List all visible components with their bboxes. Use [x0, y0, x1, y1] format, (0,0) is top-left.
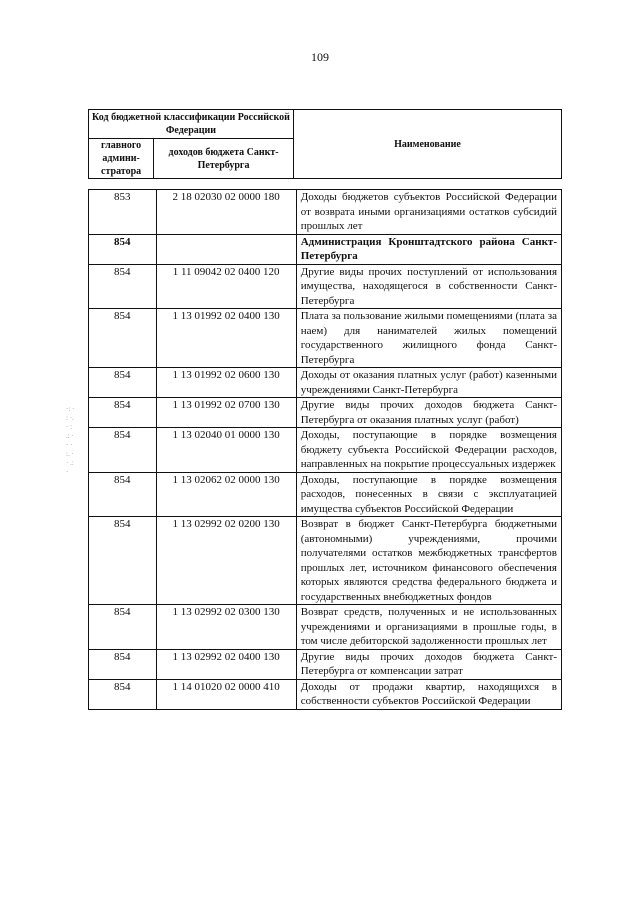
- classification-group-title: Код бюджетной классификации Российской Федерации: [89, 110, 294, 139]
- revenue-code-cell: 2 18 02030 02 0000 180: [156, 190, 296, 235]
- table-row: [89, 309, 562, 368]
- table-row: [89, 234, 562, 264]
- name-cell: Возврат в бюджет Санкт-Петербурга бюджетными (автономными) учреждениями, прочими получателями остатков межбюджетных трансфертов прошлых лет, источником финансового обеспечения которых являются средства федерального бюджета и государственных внебюджетных фондов: [296, 517, 561, 605]
- column-admin-header: главного админи-стратора: [89, 139, 154, 179]
- table-row: [89, 264, 562, 309]
- table-row: [89, 649, 562, 679]
- admin-code-cell: 854: [89, 517, 157, 605]
- revenue-code-cell: 1 13 02992 02 0300 130: [156, 605, 296, 650]
- name-cell: Плата за пользование жилыми помещениями (плата за наем) для нанимателей жилых помещений государственного жилищного фонда Санкт-Петербурга: [296, 309, 561, 368]
- admin-code-cell: 854: [89, 368, 157, 398]
- name-cell: Администрация Кронштадтского района Санкт-Петербурга: [296, 234, 561, 264]
- name-cell: Доходы бюджетов субъектов Российской Федерации от возврата иными организациями остатков субсидий прошлых лет: [296, 190, 561, 235]
- admin-code-cell: 854: [89, 264, 157, 309]
- name-cell: Возврат средств, полученных и не использованных учреждениями и организациями в прошлые годы, в том числе дебиторской задолженности прошлых лет: [296, 605, 561, 650]
- column-revenue-header: доходов бюджета Санкт-Петербурга: [154, 139, 294, 179]
- table-row: [89, 605, 562, 650]
- table-row: [89, 679, 562, 709]
- revenue-code-cell: 1 14 01020 02 0000 410: [156, 679, 296, 709]
- admin-code-cell: 854: [89, 398, 157, 428]
- admin-code-cell: 854: [89, 605, 157, 650]
- admin-code-cell: 854: [89, 234, 157, 264]
- column-name-header: Наименование: [293, 110, 561, 179]
- revenue-code-cell: 1 13 02992 02 0400 130: [156, 649, 296, 679]
- name-cell: Доходы от оказания платных услуг (работ) казенными учреждениями Санкт-Петербурга: [296, 368, 561, 398]
- table-row: [89, 472, 562, 517]
- table-row: [89, 398, 562, 428]
- admin-code-cell: 854: [89, 309, 157, 368]
- table-row: [89, 190, 562, 235]
- revenue-code-cell: 1 13 01992 02 0400 130: [156, 309, 296, 368]
- revenue-code-cell: 1 13 02062 02 0000 130: [156, 472, 296, 517]
- table-row: [89, 368, 562, 398]
- name-cell: Другие виды прочих доходов бюджета Санкт-Петербурга от компенсации затрат: [296, 649, 561, 679]
- name-cell: Другие виды прочих поступлений от использования имущества, находящегося в собственности Санкт-Петербурга: [296, 264, 561, 309]
- admin-code-cell: 853: [89, 190, 157, 235]
- page-number: 109: [311, 50, 329, 64]
- table-row: [89, 517, 562, 605]
- name-cell: Доходы от продажи квартир, находящихся в собственности субъектов Российской Федерации: [296, 679, 561, 709]
- revenue-code-cell: 1 13 02992 02 0200 130: [156, 517, 296, 605]
- table-row: [89, 428, 562, 473]
- revenue-code-cell: 1 13 01992 02 0700 130: [156, 398, 296, 428]
- scan-margin-marks: ·: · : ·. · : .: · · · :. · · .: ·: [66, 405, 75, 476]
- revenue-code-cell: 1 11 09042 02 0400 120: [156, 264, 296, 309]
- admin-code-cell: 854: [89, 428, 157, 473]
- name-cell: Доходы, поступающие в порядке возмещения бюджету субъекта Российской Федерации расходов, направленных на покрытие процессуальных издержек: [296, 428, 561, 473]
- classification-table: [88, 189, 562, 710]
- table-header: [88, 109, 562, 179]
- name-cell: Другие виды прочих доходов бюджета Санкт-Петербурга от оказания платных услуг (работ): [296, 398, 561, 428]
- revenue-code-cell: 1 13 02040 01 0000 130: [156, 428, 296, 473]
- revenue-code-cell: [156, 234, 296, 264]
- admin-code-cell: 854: [89, 472, 157, 517]
- name-cell: Доходы, поступающие в порядке возмещения расходов, понесенных в связи с эксплуатацией имущества субъектов Российской Федерации: [296, 472, 561, 517]
- admin-code-cell: 854: [89, 679, 157, 709]
- admin-code-cell: 854: [89, 649, 157, 679]
- revenue-code-cell: 1 13 01992 02 0600 130: [156, 368, 296, 398]
